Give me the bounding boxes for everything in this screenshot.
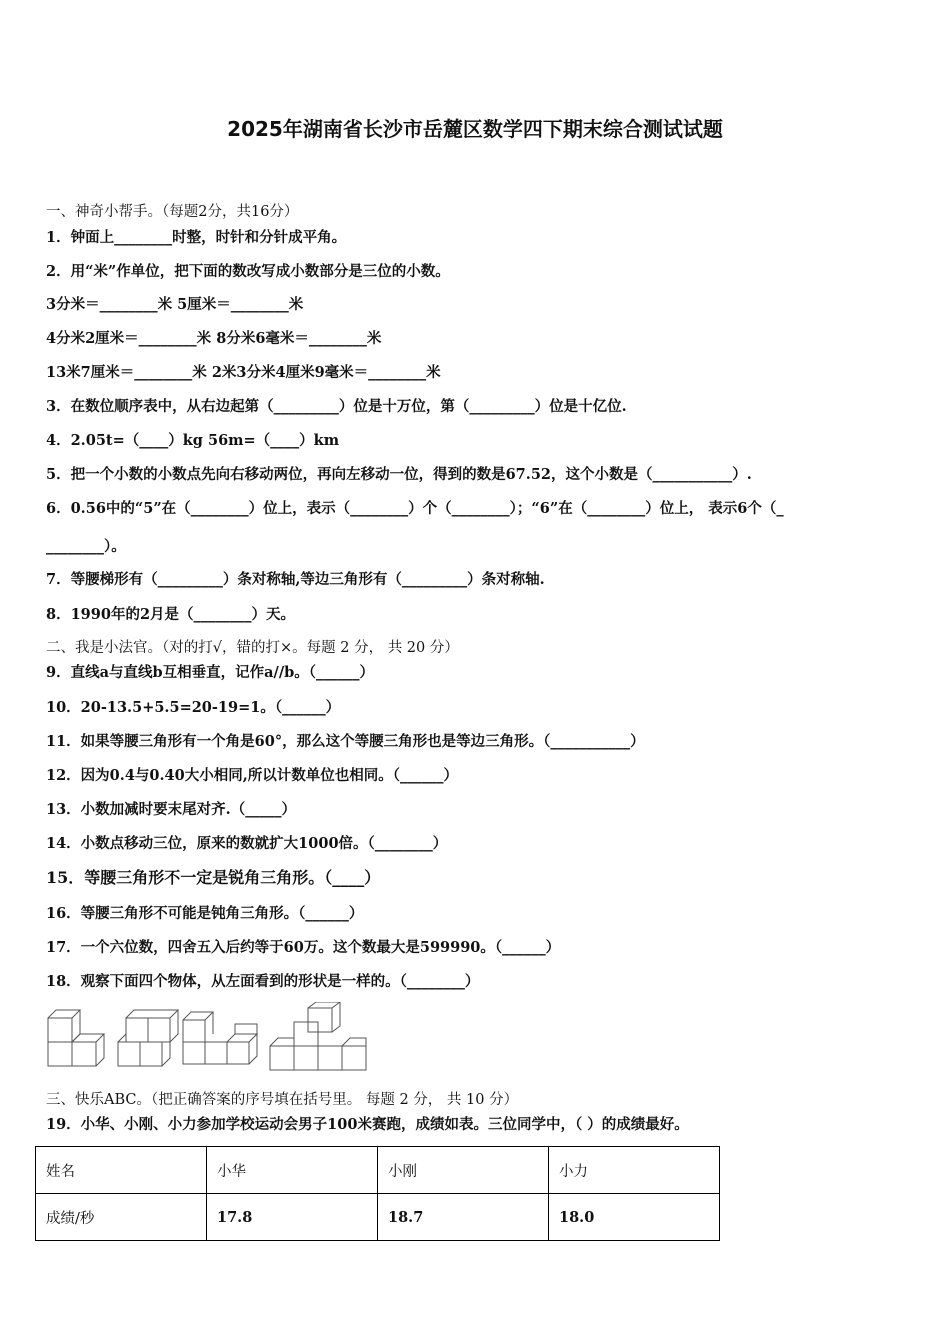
cube-figure-2 (118, 1010, 178, 1066)
question-13: 13．小数加减时要末尾对齐.（_____） (46, 801, 296, 818)
question-6: 6．0.56中的“5”在（________）位上，表示（________）个（________）；“6”在（________）位上， 表示6个（_ (46, 500, 784, 517)
cube-figures (46, 1002, 376, 1076)
table-header-cell: 小力 (549, 1147, 720, 1194)
table-row (36, 1194, 720, 1241)
table-header-cell: 姓名 (36, 1147, 207, 1194)
question-19: 19．小华、小刚、小力参加学校运动会男子100米赛跑，成绩如表。三位同学中，（ ）的成绩最好。 (46, 1116, 689, 1133)
question-5: 5．把一个小数的小数点先向右移动两位，再向左移动一位，得到的数是67.52，这个小数是（___________）. (46, 466, 752, 483)
table-cell: 18.7 (378, 1194, 549, 1241)
question-1: 1．钟面上________时整，时针和分针成平角。 (46, 229, 347, 246)
question-2-row-3: 13米7厘米＝________米 2米3分米4厘米9毫米＝________米 (46, 364, 441, 381)
page-title: 2025年湖南省长沙市岳麓区数学四下期末综合测试试题 (227, 117, 723, 141)
cube-figure-3 (183, 1012, 257, 1064)
question-7: 7．等腰梯形有（_________）条对称轴,等边三角形有（_________）条对称轴. (46, 571, 545, 588)
question-6-continued: ________）。 (46, 538, 126, 555)
question-11: 11．如果等腰三角形有一个角是60°，那么这个等腰三角形也是等边三角形。（___________） (46, 733, 645, 750)
section-3-heading: 三、快乐ABC。（把正确答案的序号填在括号里。 每题 2 分， 共 10 分） (46, 1092, 519, 1108)
table-row (36, 1147, 720, 1194)
question-9: 9．直线a与直线b互相垂直，记作a//b。（______） (46, 664, 374, 681)
question-2-row-1: 3分米＝________米 5厘米＝________米 (46, 296, 304, 313)
cube-figure-4 (270, 1002, 366, 1070)
question-3: 3．在数位顺序表中，从右边起第（_________）位是十万位，第（_________）位是十亿位. (46, 398, 627, 415)
question-12: 12．因为0.4与0.40大小相同,所以计数单位也相同。（______） (46, 767, 459, 784)
question-8: 8．1990年的2月是（________）天。 (46, 606, 296, 623)
table-header-cell: 小华 (207, 1147, 378, 1194)
question-2-row-2: 4分米2厘米＝________米 8分米6毫米＝________米 (46, 330, 382, 347)
question-16: 16．等腰三角形不可能是钝角三角形。（______） (46, 905, 364, 922)
question-2: 2．用“米”作单位，把下面的数改写成小数部分是三位的小数。 (46, 263, 450, 280)
question-18: 18．观察下面四个物体，从左面看到的形状是一样的。（________） (46, 973, 480, 990)
question-17: 17．一个六位数，四舍五入后约等于60万。这个数最大是599990。（______） (46, 939, 561, 956)
score-table (35, 1146, 720, 1241)
section-1-heading: 一、神奇小帮手。（每题2分，共16分） (46, 204, 299, 220)
question-4: 4．2.05t=（____）kg 56m=（____）km (46, 432, 340, 449)
question-14: 14．小数点移动三位，原来的数就扩大1000倍。（________） (46, 835, 448, 852)
question-15: 15．等腰三角形不一定是锐角三角形。（____） (46, 868, 381, 887)
question-10: 10．20-13.5+5.5=20-19=1。（______） (46, 699, 341, 716)
table-cell: 成绩/秒 (36, 1194, 207, 1241)
cube-figure-1 (48, 1010, 104, 1066)
table-cell: 17.8 (207, 1194, 378, 1241)
section-2-heading: 二、我是小法官。（对的打√，错的打×。每题 2 分， 共 20 分） (46, 640, 459, 656)
table-cell: 18.0 (549, 1194, 720, 1241)
table-header-cell: 小刚 (378, 1147, 549, 1194)
